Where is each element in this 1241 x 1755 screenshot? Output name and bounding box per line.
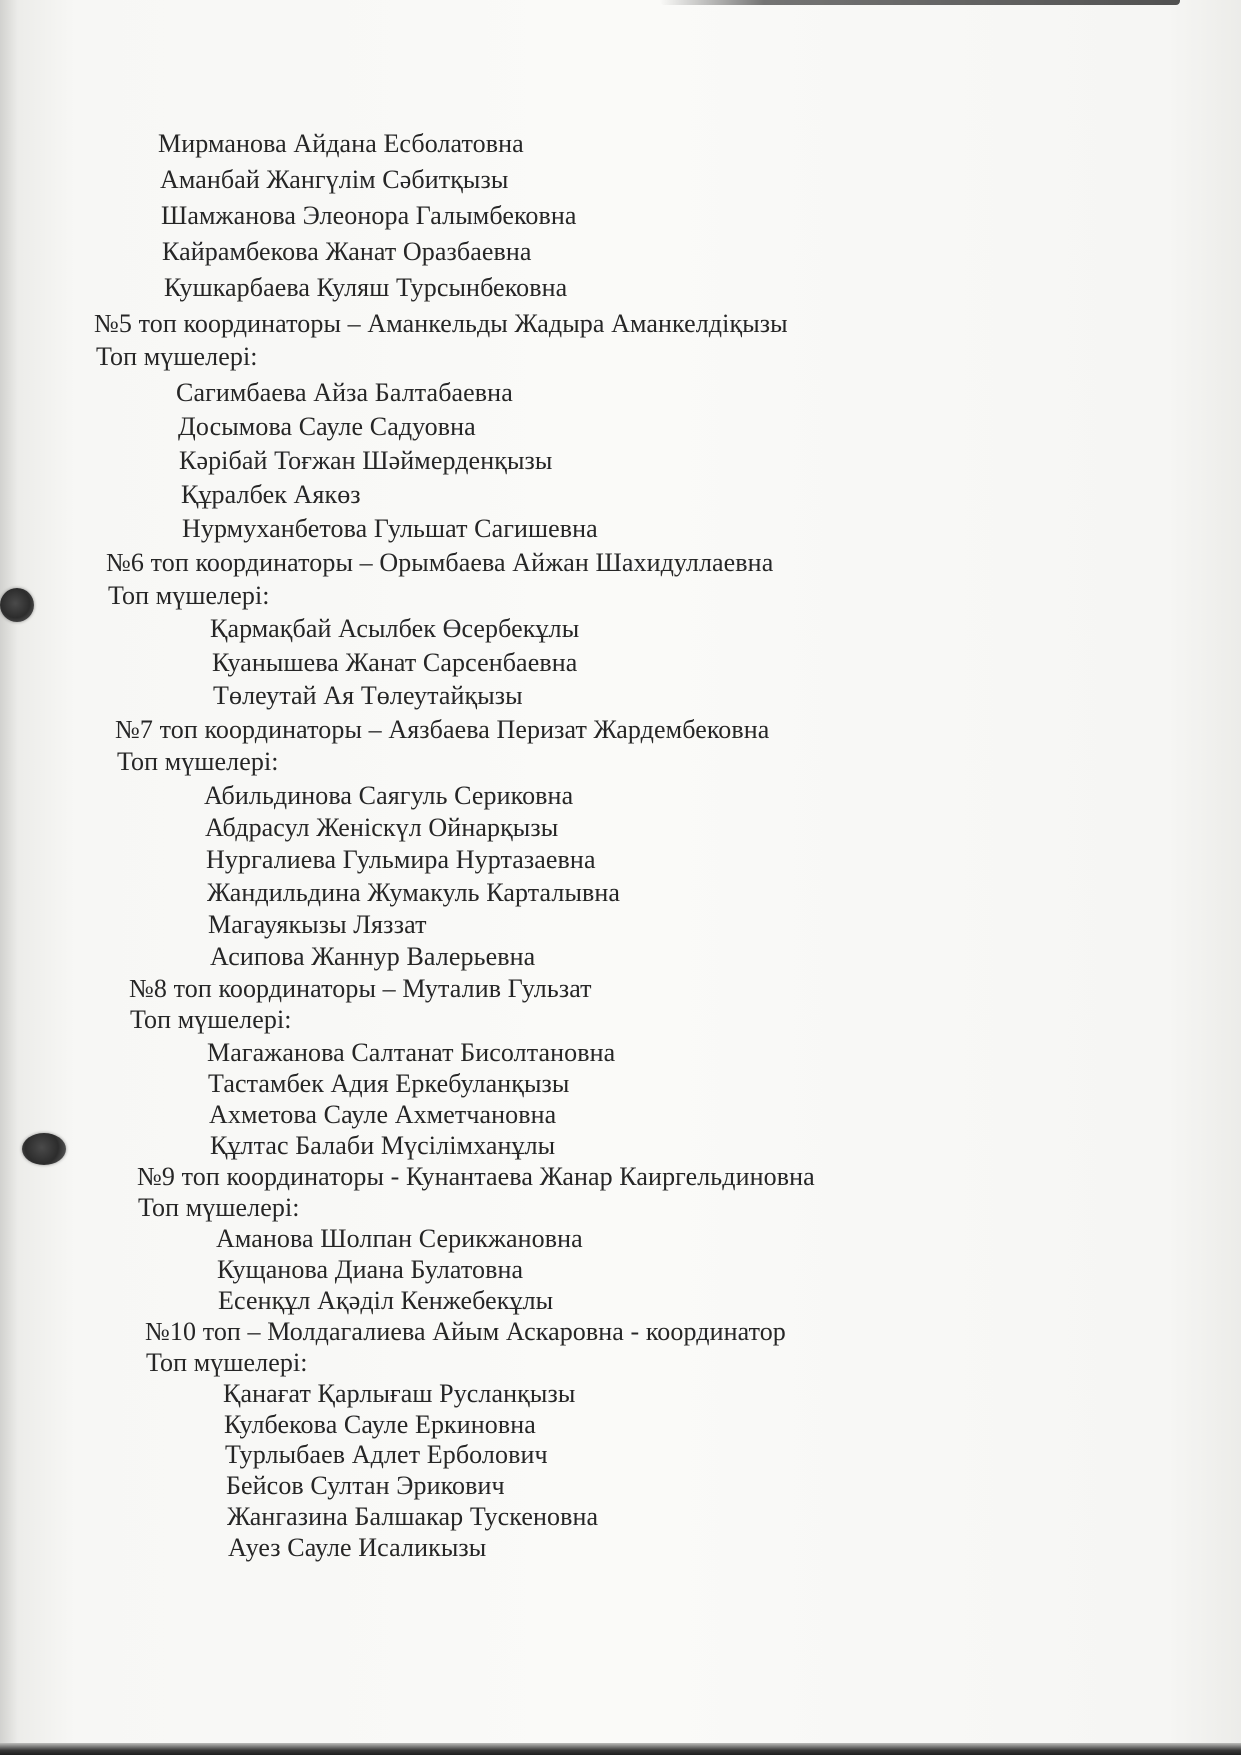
group-coordinator-line: №6 топ координаторы – Орымбаева Айжан Шахидуллаевна <box>106 548 774 577</box>
member-line: Кушкарбаева Куляш Турсынбековна <box>164 273 568 302</box>
member-line: Құлтас Балаби Мүсілімханұлы <box>210 1131 556 1160</box>
punch-hole-upper <box>0 588 34 622</box>
group-coordinator-line: №7 топ координаторы – Аязбаева Перизат Жардембековна <box>115 715 770 744</box>
punch-hole-lower <box>22 1133 66 1165</box>
member-line: Қанағат Қарлығаш Русланқызы <box>223 1379 576 1408</box>
member-line: Қармақбай Асылбек Өсербекұлы <box>210 614 580 643</box>
member-line: Құралбек Аякөз <box>181 480 361 509</box>
member-line: Куанышева Жанат Сарсенбаевна <box>212 648 578 677</box>
member-line: Досымова Сауле Садуовна <box>178 412 476 441</box>
member-line: Аманова Шолпан Серикжановна <box>216 1224 583 1253</box>
member-line: Сагимбаева Айза Балтабаевна <box>176 378 513 407</box>
page-top-edge <box>660 0 1180 5</box>
member-line: Шамжанова Элеонора Галымбековна <box>161 201 577 230</box>
member-line: Төлеутай Ая Төлеутайқызы <box>213 681 523 710</box>
group-coordinator-line: №9 топ координаторы - Кунантаева Жанар Каиргельдиновна <box>137 1162 815 1191</box>
member-line: Кайрамбекова Жанат Оразбаевна <box>162 237 532 266</box>
member-line: Жандильдина Жумакуль Карталывна <box>207 878 621 907</box>
member-line: Нурмуханбетова Гульшат Сагишевна <box>182 514 598 543</box>
page-left-shadow <box>0 0 18 1755</box>
group-members-heading: Топ мүшелері: <box>108 581 270 610</box>
member-line: Ахметова Сауле Ахметчановна <box>209 1100 557 1129</box>
member-line: Магауякызы Ляззат <box>208 910 427 939</box>
member-line: Ауез Сауле Исаликызы <box>228 1533 487 1562</box>
member-line: Асипова Жаннур Валерьевна <box>210 942 536 971</box>
member-line: Тастамбек Адия Еркебуланқызы <box>208 1069 570 1098</box>
member-line: Нургалиева Гульмира Нуртазаевна <box>206 845 596 874</box>
page-bottom-edge <box>0 1743 1241 1755</box>
member-line: Кулбекова Сауле Еркиновна <box>224 1410 536 1439</box>
member-line: Турлыбаев Адлет Ерболович <box>225 1440 548 1469</box>
member-line: Абильдинова Саягуль Сериковна <box>204 781 574 810</box>
group-members-heading: Топ мүшелері: <box>130 1005 292 1034</box>
group-members-heading: Топ мүшелері: <box>96 342 258 371</box>
group-coordinator-line: №10 топ – Молдагалиева Айым Аскаровна - координатор <box>145 1317 786 1346</box>
member-line: Бейсов Султан Эрикович <box>226 1471 505 1500</box>
member-line: Аманбай Жангүлім Сәбитқызы <box>160 165 509 194</box>
group-coordinator-line: №8 топ координаторы – Муталив Гульзат <box>129 974 592 1003</box>
member-line: Мирманова Айдана Есболатовна <box>158 129 524 158</box>
group-members-heading: Топ мүшелері: <box>117 747 279 776</box>
group-coordinator-line: №5 топ координаторы – Аманкельды Жадыра Аманкелдіқызы <box>94 309 788 338</box>
member-line: Есенқұл Ақәділ Кенжебекұлы <box>218 1286 554 1315</box>
group-members-heading: Топ мүшелері: <box>146 1348 308 1377</box>
member-line: Жангазина Балшакар Тускеновна <box>227 1502 599 1531</box>
group-members-heading: Топ мүшелері: <box>138 1193 300 1222</box>
member-line: Кәрібай Тоғжан Шәймерденқызы <box>179 446 553 475</box>
member-line: Абдрасул Женіскүл Ойнарқызы <box>205 813 559 842</box>
member-line: Магажанова Салтанат Бисолтановна <box>207 1038 616 1067</box>
member-line: Кущанова Диана Булатовна <box>217 1255 524 1284</box>
